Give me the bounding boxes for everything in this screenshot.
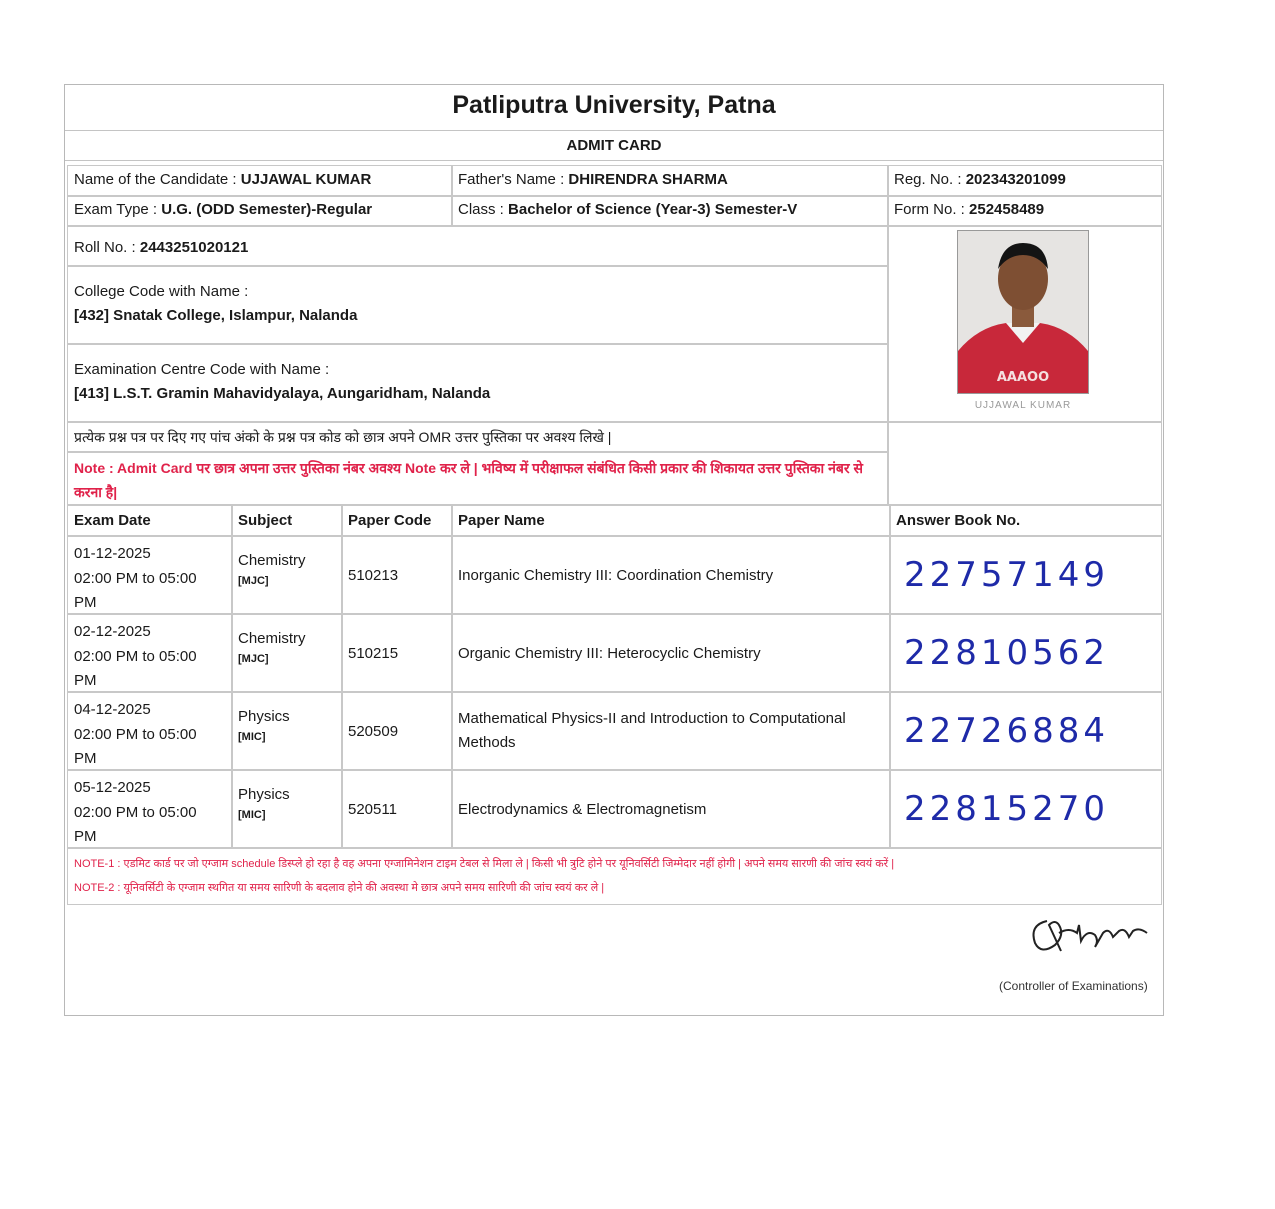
row3-code-cell	[341, 691, 453, 771]
row1-paper: Inorganic Chemistry III: Coordination Chemistry	[458, 566, 774, 584]
row2-code-cell	[341, 613, 453, 693]
class-cell	[451, 195, 889, 227]
signature-icon	[1025, 911, 1155, 959]
admit-card-title: ADMIT CARD	[65, 131, 1163, 161]
row4-code-cell	[341, 769, 453, 849]
row4-paper-cell	[451, 769, 891, 849]
note-2: NOTE-2 : यूनिवर्सिटी के एग्जाम स्थगित या समय सारिणी के बदलाव होने की अवस्था मे छात्र अपने समय सारिणी की जांच स्वयं कर ले |	[74, 882, 605, 894]
row3-subject-name: Physics	[238, 708, 290, 725]
row1-subject	[231, 535, 343, 615]
row4-pm: PM	[74, 828, 97, 845]
reg-no-cell	[887, 165, 1162, 197]
row1-code: 510213	[348, 566, 399, 584]
row4-subject-name: Physics	[238, 786, 290, 803]
photo-caption: UJJAWAL KUMAR	[974, 400, 1072, 411]
person-photo-icon	[958, 231, 1088, 393]
row4-paper: Electrodynamics & Electromagnetism	[458, 800, 707, 818]
notes-cell	[67, 847, 1162, 905]
candidate-name-cell	[67, 165, 453, 197]
college-label: College Code with Name :	[74, 283, 249, 300]
centre-label: Examination Centre Code with Name :	[74, 361, 330, 378]
row3-answer-book: 22726884	[904, 711, 1110, 751]
row2-pm: PM	[74, 672, 97, 689]
row2-subject-name: Chemistry	[238, 630, 306, 647]
row4-time: 02:00 PM to 05:00	[74, 803, 197, 821]
exam-type-cell	[67, 195, 453, 227]
svg-text:AAAOO: AAAOO	[996, 370, 1050, 385]
th-subject: Subject	[231, 505, 343, 537]
class-value: Bachelor of Science (Year-3) Semester-V	[508, 201, 798, 218]
roll-no-label: Roll No. :	[74, 239, 136, 256]
row2-paper-cell	[451, 613, 891, 693]
admit-card	[64, 84, 1164, 1016]
row4-answer-book: 22815270	[904, 789, 1110, 829]
row3-pm: PM	[74, 750, 97, 767]
college-name: [432] Snatak College, Islampur, Nalanda	[74, 307, 358, 324]
row3-paper-cell	[451, 691, 891, 771]
th-answer-book: Answer Book No.	[889, 505, 1162, 537]
form-no-label: Form No. :	[894, 201, 965, 218]
candidate-photo	[957, 230, 1089, 394]
row3-date-value: 04-12-2025	[74, 701, 151, 718]
row4-date-value: 05-12-2025	[74, 779, 151, 796]
note-1: NOTE-1 : एडमिट कार्ड पर जो एग्जाम schedule डिस्प्ले हो रहा है वह अपना एग्जामिनेशन टाइम टेबल से मिला ले | किसी भी त्रुटि होने पर यूनिवर्सिटी जिम्मेदार नहीं होगी | अपने समय सारणी की जांच स्वयं करें |	[74, 858, 895, 870]
row2-subject-tag: [MJC]	[238, 653, 269, 665]
row2-answer-book: 22810562	[904, 633, 1110, 673]
row2-subject	[231, 613, 343, 693]
reg-no: 202343201099	[965, 171, 1066, 188]
roll-no-cell	[67, 225, 889, 267]
th-exam-date: Exam Date	[67, 505, 233, 537]
row1-time: 02:00 PM to 05:00	[74, 569, 197, 587]
row4-date	[67, 769, 233, 849]
father-name: DHIRENDRA SHARMA	[568, 171, 728, 188]
row3-subject	[231, 691, 343, 771]
father-name-label: Father's Name :	[458, 171, 565, 188]
row3-date	[67, 691, 233, 771]
row4-answer-cell	[889, 769, 1162, 849]
row1-date-value: 01-12-2025	[74, 545, 151, 562]
controller-label: (Controller of Examinations)	[999, 979, 1148, 993]
row1-code-cell	[341, 535, 453, 615]
form-no-cell	[887, 195, 1162, 227]
row1-pm: PM	[74, 594, 97, 611]
row2-answer-cell	[889, 613, 1162, 693]
row2-code: 510215	[348, 644, 399, 662]
th-paper-name: Paper Name	[451, 505, 891, 537]
row4-subject	[231, 769, 343, 849]
father-name-cell	[451, 165, 889, 197]
form-no: 252458489	[969, 201, 1045, 218]
row1-answer-book: 22757149	[904, 555, 1110, 595]
exam-type-label: Exam Type :	[74, 201, 158, 218]
row2-paper: Organic Chemistry III: Heterocyclic Chemistry	[458, 644, 761, 662]
row2-date	[67, 613, 233, 693]
row2-time: 02:00 PM to 05:00	[74, 647, 197, 665]
th-paper-code: Paper Code	[341, 505, 453, 537]
row1-subject-name: Chemistry	[238, 552, 306, 569]
row1-answer-cell	[889, 535, 1162, 615]
reg-no-label: Reg. No. :	[894, 171, 962, 188]
row4-code: 520511	[348, 800, 397, 818]
row3-answer-cell	[889, 691, 1162, 771]
row2-date-value: 02-12-2025	[74, 623, 151, 640]
row4-subject-tag: [MIC]	[238, 809, 266, 821]
candidate-name-label: Name of the Candidate :	[74, 171, 237, 188]
blank-cell	[887, 421, 1162, 505]
row1-paper-cell	[451, 535, 891, 615]
class-label: Class :	[458, 201, 504, 218]
row3-paper: Mathematical Physics-II and Introduction to Computational Methods	[458, 710, 846, 751]
centre-cell	[67, 343, 889, 423]
university-title: Patliputra University, Patna	[65, 85, 1163, 131]
exam-type: U.G. (ODD Semester)-Regular	[161, 201, 373, 218]
candidate-name: UJJAWAL KUMAR	[240, 171, 372, 188]
college-cell	[67, 265, 889, 345]
row3-subject-tag: [MIC]	[238, 731, 266, 743]
row1-date	[67, 535, 233, 615]
photo-cell	[887, 225, 1162, 423]
centre-name: [413] L.S.T. Gramin Mahavidyalaya, Aungaridham, Nalanda	[74, 385, 491, 402]
omr-instruction: प्रत्येक प्रश्न पत्र पर दिए गए पांच अंको के प्रश्न पत्र कोड को छात्र अपने OMR उत्तर पुस्तिका पर अवश्य लिखे |	[67, 421, 889, 453]
row3-time: 02:00 PM to 05:00	[74, 725, 197, 743]
roll-no: 2443251020121	[139, 239, 249, 256]
answer-book-note: Note : Admit Card पर छात्र अपना उत्तर पुस्तिका नंबर अवश्य Note कर ले | भविष्य में परीक्षाफल संबंधित किसी प्रकार की शिकायत उत्तर पुस्तिका नंबर से करना है|	[67, 451, 889, 505]
row1-subject-tag: [MJC]	[238, 575, 269, 587]
row3-code: 520509	[348, 722, 399, 740]
controller-signature	[1025, 911, 1165, 961]
